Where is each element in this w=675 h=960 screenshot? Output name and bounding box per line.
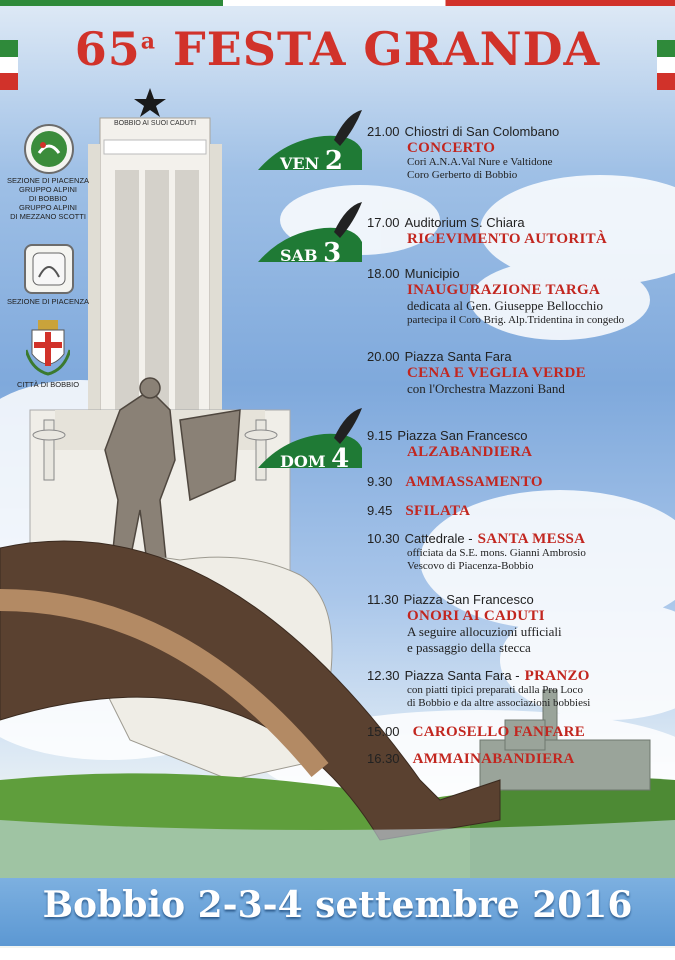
day-hat-dom <box>254 408 366 474</box>
star-icon <box>134 88 166 117</box>
day-label-sab: SAB 3 <box>280 238 342 268</box>
event-ammainabandiera: 16.30 AMMAINABANDIERA <box>367 751 575 767</box>
event-onori-caduti: 11.30 Piazza San Francesco ONORI AI CADUTI A seguire allocuzioni ufficiali e passaggio della stecca <box>367 592 562 655</box>
day-label-dom: DOM 4 <box>280 444 350 474</box>
footer-date: Bobbio 2-3-4 settembre 2016 <box>42 884 633 926</box>
event-carosello: 15.00 CAROSELLO FANFARE <box>367 724 586 740</box>
event-pranzo: 12.30 Piazza Santa Fara - PRANZO con piatti tipici preparati dalla Pro Loco di Bobbio e da altre associazioni bobbiesi <box>367 668 591 709</box>
title-sup: a <box>140 28 157 55</box>
event-ammassamento: 9.30 AMMASSAMENTO <box>367 474 543 490</box>
sezione-piacenza-logo <box>24 244 74 294</box>
logo-caption-3: CITTÀ DI BOBBIO <box>16 380 80 389</box>
event-ricevimento: 17.00 Auditorium S. Chiara RICEVIMENTO AUTORITÀ <box>367 215 608 247</box>
ana-piacenza-logo <box>24 124 74 174</box>
logo-caption-2: SEZIONE DI PIACENZA <box>6 297 90 306</box>
day-label-ven: VEN 2 <box>280 146 343 176</box>
event-inaugurazione: 18.00 Municipio INAUGURAZIONE TARGA dedicata al Gen. Giuseppe Bellocchio partecipa il Coro Brig. Alp.Tridentina in congedo <box>367 266 625 326</box>
logo-caption-1: SEZIONE DI PIACENZA GRUPPO ALPINI DI BOBBIO GRUPPO ALPINI DI MEZZANO SCOTTI <box>6 176 90 221</box>
day-hat-ven <box>254 110 366 176</box>
monument-inscription: BOBBIO AI SUOI CADUTI <box>113 120 197 127</box>
event-sfilata: 9.45 SFILATA <box>367 503 471 519</box>
day-hat-sab <box>254 202 366 268</box>
title-number: 65 <box>74 22 141 76</box>
event-cena: 20.00 Piazza Santa Fara CENA E VEGLIA VERDE con l'Orchestra Mazzoni Band <box>367 349 586 396</box>
event-alzabandiera: 9.15 Piazza San Francesco ALZABANDIERA <box>367 428 533 460</box>
bottom-border <box>0 948 675 960</box>
event-concerto: 21.00 Chiostri di San Colombano CONCERTO Cori A.N.A.Val Nure e Valtidone Coro Gerberto di Bobbio <box>367 124 560 181</box>
main-title <box>0 22 675 76</box>
event-santa-messa: 10.30 Cattedrale - SANTA MESSA officiata da S.E. mons. Gianni Ambrosio Vescovo di Piacenza-Bobbio <box>367 531 586 572</box>
citta-bobbio-crest <box>26 320 70 380</box>
title-text: FESTA GRANDA <box>173 22 601 76</box>
